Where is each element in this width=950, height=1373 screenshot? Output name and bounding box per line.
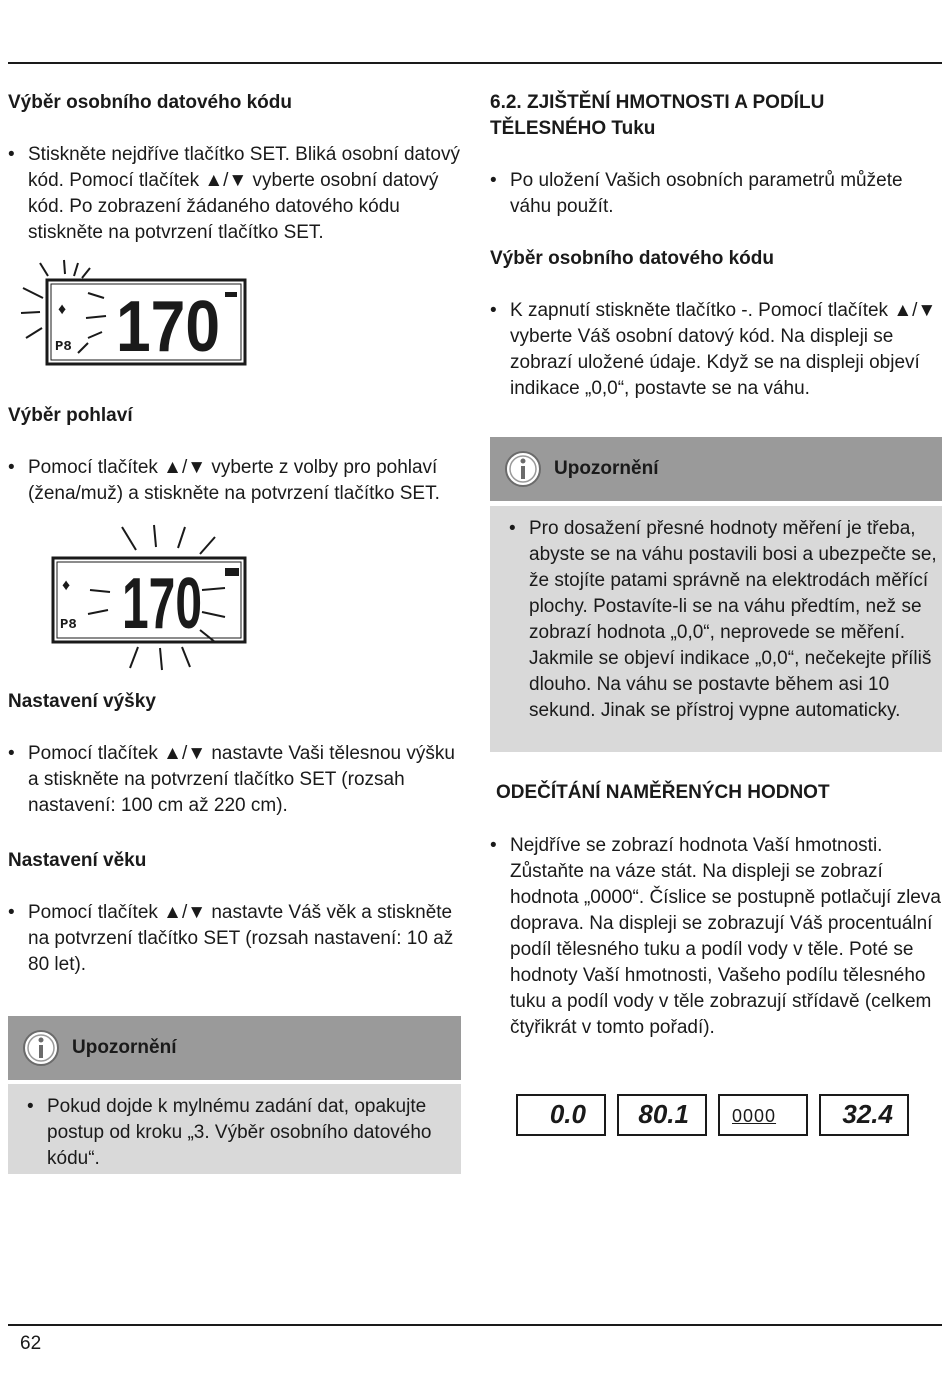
heading-gender: Výběr pohlaví [8, 405, 133, 426]
display-sequence [516, 1094, 916, 1140]
text-age: • Pomocí tlačítek ▲/▼ nastavte Váš věk a stiskněte na potvrzení tlačítko SET (rozsah nastavení: 10 až 80 let). [8, 900, 463, 978]
heading-personal-code: Výběr osobního datového kódu [8, 92, 292, 113]
text-gender: • Pomocí tlačítek ▲/▼ vyberte z volby pro pohlaví (žena/muž) a stiskněte na potvrzení tlačítko SET. [8, 455, 463, 507]
bottom-rule [8, 1324, 942, 1326]
lcd2-label: P8 [60, 617, 77, 633]
display-fat-value: 80.1 [638, 1099, 689, 1129]
left-column [8, 90, 463, 246]
right-note-body [490, 506, 942, 752]
display-water-value: 32.4 [842, 1099, 893, 1129]
display-water [819, 1094, 909, 1136]
left-note-header [8, 1016, 461, 1080]
lcd1-label: P8 [55, 339, 72, 355]
right-note-title: Upozornění [554, 458, 659, 479]
info-icon [22, 1029, 60, 1067]
left-height-section [8, 689, 463, 819]
heading-height: Nastavení výšky [8, 691, 156, 712]
heading-weighing-line2: TĚLESNÉHO Tuku [490, 118, 656, 139]
lcd2-unit [225, 568, 239, 576]
left-note-text: • Pokud dojde k mylnému zadání dat, opakujte postup od kroku „3. Výběr osobního datového kódu“. [27, 1094, 459, 1172]
right-readings-section [496, 780, 942, 806]
lcd1-minus [225, 292, 237, 297]
left-gender-section [8, 403, 463, 507]
lcd1-value: 170 [116, 287, 220, 367]
display-weight [516, 1094, 606, 1136]
right-note-text: • Pro dosažení přesné hodnoty měření je třeba, abyste se na váhu postavili bosi a ubezpečte se, že stojíte patami správně na elektrodách měřící plochy. Postavíte-li se na váhu předtím, než se zobrazí hodnota „0,0“, neprovede se měření. Jakmile se objeví indikace „0,0“, nečekejte příliš dlouho. Na váhu se postavte během asi 10 sekund. Jinak se přístroj vypne automaticky. [509, 516, 943, 724]
lcd2-value: 170 [122, 564, 202, 644]
top-rule [8, 62, 942, 64]
left-age-section [8, 848, 463, 978]
text-height: • Pomocí tlačítek ▲/▼ nastavte Vaši tělesnou výšku a stiskněte na potvrzení tlačítko SET (rozsah nastavení: 100 cm až 220 cm). [8, 741, 463, 819]
lcd2-symbol: ♦ [62, 577, 71, 594]
display-reset [718, 1094, 808, 1136]
left-note-body [8, 1084, 461, 1174]
display-fat [617, 1094, 707, 1136]
text-personal-code: • Stiskněte nejdříve tlačítko SET. Bliká osobní datový kód. Pomocí tlačítek ▲/▼ vyberte osobní datový kód. Po zobrazení žádaného datového kódu stiskněte na potvrzení tlačítko SET. [8, 142, 463, 246]
lcd-personal-code-illustration [18, 258, 250, 370]
heading-right-personal-code: Výběr osobního datového kódu [490, 248, 774, 269]
right-readings-text-wrap [490, 833, 942, 1041]
lcd-gender-illustration [50, 522, 250, 672]
text-weighing: • Po uložení Vašich osobních parametrů můžete váhu použít. [490, 168, 942, 220]
right-weighing-section [490, 90, 942, 402]
page-number: 62 [20, 1333, 42, 1354]
info-icon [504, 450, 542, 488]
left-note-title: Upozornění [72, 1037, 177, 1058]
lcd1-symbol: ♦ [58, 301, 67, 318]
text-readings: • Nejdříve se zobrazí hodnota Vaší hmotnosti. Zůstaňte na váze stát. Na displeji se zobrazí hodnota „0000“. Číslice se postupně potlačují zleva doprava. Na displeji se zobrazují Váš procentuální podíl tělesného tuku a podíl vody v těle. Poté se hodnoty Vaší hmotnosti, Vašeho podílu tělesného tuku a podíl vody v těle zobrazují střídavě (celkem čtyřikrát v tomto pořadí). [490, 833, 942, 1041]
right-note-header [490, 437, 942, 501]
heading-weighing-line1: 6.2. ZJIŠTĚNÍ HMOTNOSTI A PODÍLU [490, 92, 825, 113]
text-right-personal-code: • K zapnutí stiskněte tlačítko -. Pomocí tlačítek ▲/▼ vyberte Váš osobní datový kód. Na displeji se zobrazí uložené údaje. Když se na displeji objeví indikace „0,0“, postavte se na váhu. [490, 298, 942, 402]
display-reset-value: 0000 [732, 1106, 777, 1126]
heading-age: Nastavení věku [8, 850, 147, 871]
display-weight-value: 0.0 [549, 1099, 586, 1129]
heading-readings: ODEČÍTÁNÍ NAMĚŘENÝCH HODNOT [496, 782, 830, 803]
